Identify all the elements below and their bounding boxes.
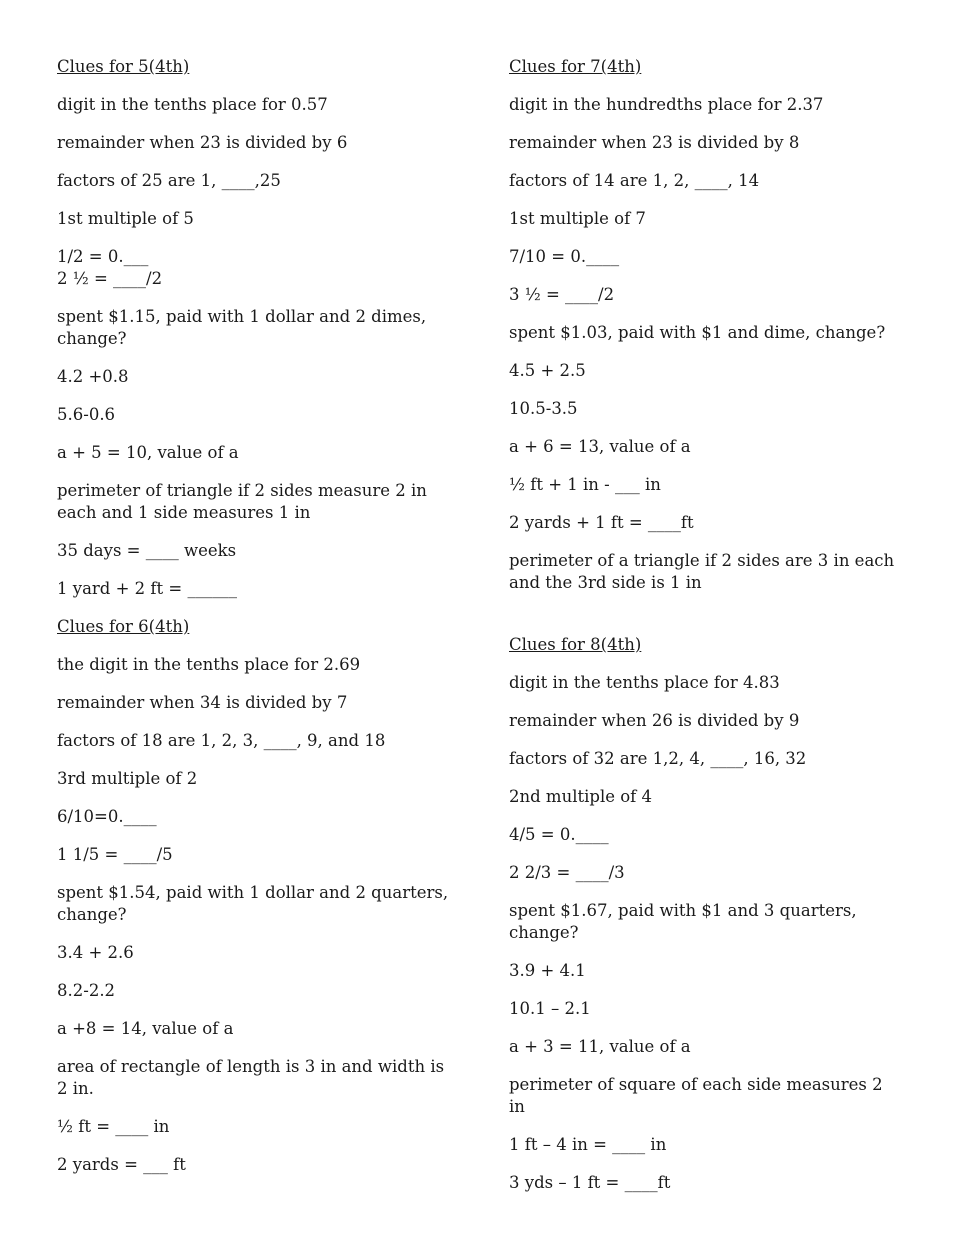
clue-item: 2nd multiple of 4 <box>509 787 653 806</box>
clue-item: 4.5 + 2.5 <box>509 361 586 380</box>
clue-item: 1 ft – 4 in = ____ in <box>509 1135 667 1154</box>
clue-item: digit in the tenths place for 4.83 <box>509 673 780 692</box>
clue-item: factors of 18 are 1, 2, 3, ____, 9, and 18 <box>57 731 386 750</box>
clue-item: ½ ft = ____ in <box>57 1117 170 1136</box>
section-heading: Clues for 6(4th) <box>57 617 190 636</box>
clue-item: 2 ½ = ____/2 <box>57 269 163 288</box>
clue-item: 1 yard + 2 ft = ______ <box>57 579 237 598</box>
clue-item: 4.2 +0.8 <box>57 367 129 386</box>
clue-item: a + 5 = 10, value of a <box>57 443 239 462</box>
clue-item: factors of 32 are 1,2, 4, ____, 16, 32 <box>509 749 807 768</box>
clue-item: 10.5-3.5 <box>509 399 578 418</box>
clue-item: 3 ½ = ____/2 <box>509 285 615 304</box>
clue-item: spent $1.03, paid with $1 and dime, change? <box>509 323 886 342</box>
clue-item: the digit in the tenths place for 2.69 <box>57 655 361 674</box>
clue-item: 3rd multiple of 2 <box>57 769 198 788</box>
section-heading: Clues for 8(4th) <box>509 635 642 654</box>
clue-item: perimeter of square of each side measures 2 in <box>509 1075 883 1116</box>
clue-item: a +8 = 14, value of a <box>57 1019 234 1038</box>
clue-item: 3.9 + 4.1 <box>509 961 586 980</box>
clue-item: remainder when 23 is divided by 8 <box>509 133 800 152</box>
clue-item: 2 2/3 = ____/3 <box>509 863 625 882</box>
clue-item: factors of 14 are 1, 2, ____, 14 <box>509 171 760 190</box>
clue-item: remainder when 23 is divided by 6 <box>57 133 348 152</box>
clue-item: a + 6 = 13, value of a <box>509 437 691 456</box>
left-column <box>57 56 457 1192</box>
clue-item: area of rectangle of length is 3 in and width is 2 in. <box>57 1057 445 1098</box>
section-heading: Clues for 7(4th) <box>509 57 642 76</box>
clue-section-5 <box>57 56 457 600</box>
clue-item: 8.2-2.2 <box>57 981 116 1000</box>
clue-item: remainder when 26 is divided by 9 <box>509 711 800 730</box>
clue-item: factors of 25 are 1, ____,25 <box>57 171 281 190</box>
clue-section-8 <box>509 634 899 1194</box>
clue-item: 1st multiple of 7 <box>509 209 646 228</box>
clue-item: digit in the hundredths place for 2.37 <box>509 95 824 114</box>
clue-section-7 <box>509 56 899 594</box>
clue-item: 4/5 = 0.____ <box>509 825 609 844</box>
clue-item: 10.1 – 2.1 <box>509 999 591 1018</box>
clue-item: perimeter of triangle if 2 sides measure 2 in each and 1 side measures 1 in <box>57 481 427 522</box>
clue-item: 7/10 = 0.____ <box>509 247 620 266</box>
clue-section-6 <box>57 616 457 1176</box>
clue-item: perimeter of a triangle if 2 sides are 3 in each and the 3rd side is 1 in <box>509 551 895 592</box>
clue-item: ½ ft + 1 in - ___ in <box>509 475 661 494</box>
clue-item: 1/2 = 0.___ <box>57 247 149 266</box>
clue-item: 5.6-0.6 <box>57 405 116 424</box>
clue-item: a + 3 = 11, value of a <box>509 1037 691 1056</box>
clue-item: 1st multiple of 5 <box>57 209 194 228</box>
clue-item: spent $1.67, paid with $1 and 3 quarters, change? <box>509 901 857 942</box>
clue-item: 3 yds – 1 ft = ____ft <box>509 1173 671 1192</box>
clue-item: 2 yards = ___ ft <box>57 1155 186 1174</box>
clue-item: 6/10=0.____ <box>57 807 157 826</box>
clue-item: digit in the tenths place for 0.57 <box>57 95 328 114</box>
clue-item: 35 days = ____ weeks <box>57 541 237 560</box>
clue-item: 1 1/5 = ____/5 <box>57 845 173 864</box>
clue-item: spent $1.54, paid with 1 dollar and 2 quarters, change? <box>57 883 449 924</box>
section-heading: Clues for 5(4th) <box>57 57 190 76</box>
right-column <box>509 56 899 1210</box>
clue-item: spent $1.15, paid with 1 dollar and 2 dimes, change? <box>57 307 427 348</box>
clue-item: 3.4 + 2.6 <box>57 943 134 962</box>
clue-item: 2 yards + 1 ft = ____ft <box>509 513 694 532</box>
clue-item: remainder when 34 is divided by 7 <box>57 693 348 712</box>
